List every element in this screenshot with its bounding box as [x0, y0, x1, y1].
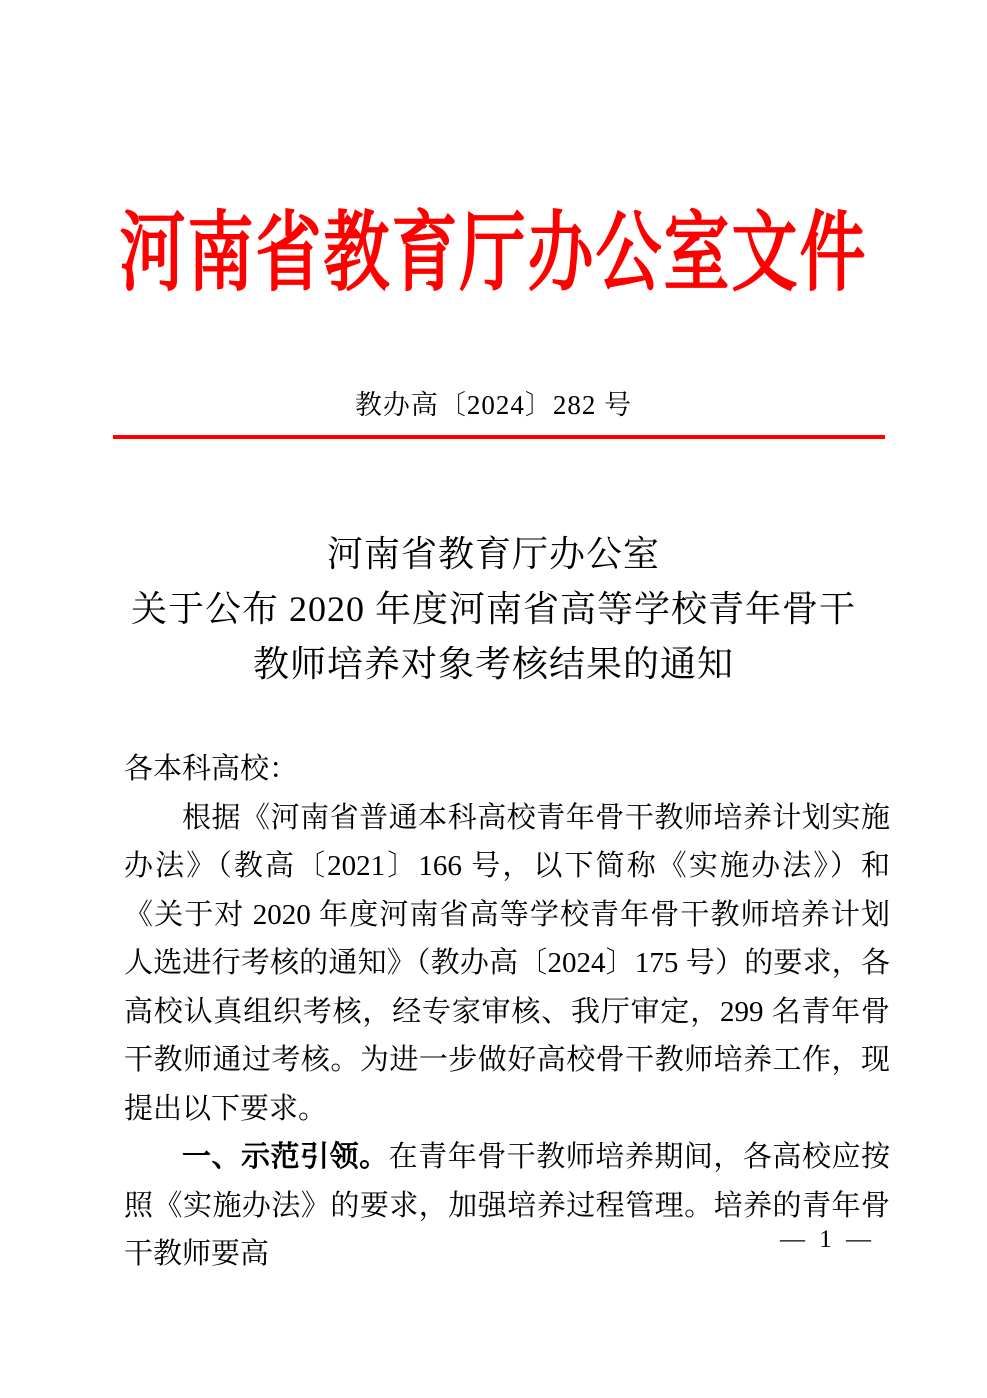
paragraph-1: 根据《河南省普通本科高校青年骨干教师培养计划实施办法》（教高〔2021〕166 号，以下简称《实施办法》）和《关于对 2020 年度河南省高等学校青年骨干教师培养计划人选进行考核的通知》（教办高〔2024〕175 号）的要求，各高校认真组织考核，经专家审核、我厅审定，299 名青年骨干教师通过考核。为进一步做好高校骨干教师培养工作，现提出以下要求。 — [124, 801, 890, 1125]
document-number: 教办高〔2024〕282 号 — [354, 390, 633, 420]
document-body — [124, 745, 890, 1279]
page-number: — 1 — — [780, 1226, 875, 1253]
salutation: 各本科高校： — [124, 753, 299, 785]
paragraph-2 — [124, 1133, 890, 1279]
document-title — [0, 527, 987, 692]
title-line-2: 关于公布 2020 年度河南省高等学校青年骨干 — [130, 589, 856, 629]
title-line-1: 河南省教育厅办公室 — [326, 534, 660, 574]
title-line-3: 教师培养对象考核结果的通知 — [252, 644, 734, 684]
paragraph-2-text: 在青年骨干教师培养期间，各高校应按照《实施办法》的要求，加强培养过程管理。培养的青年骨干教师要高 — [124, 1141, 890, 1270]
paragraph-2-heading: 一、示范引领。 — [182, 1141, 389, 1173]
red-divider-line — [113, 435, 885, 439]
red-header-banner-title: 河南省教育厅办公室文件 — [119, 206, 868, 303]
